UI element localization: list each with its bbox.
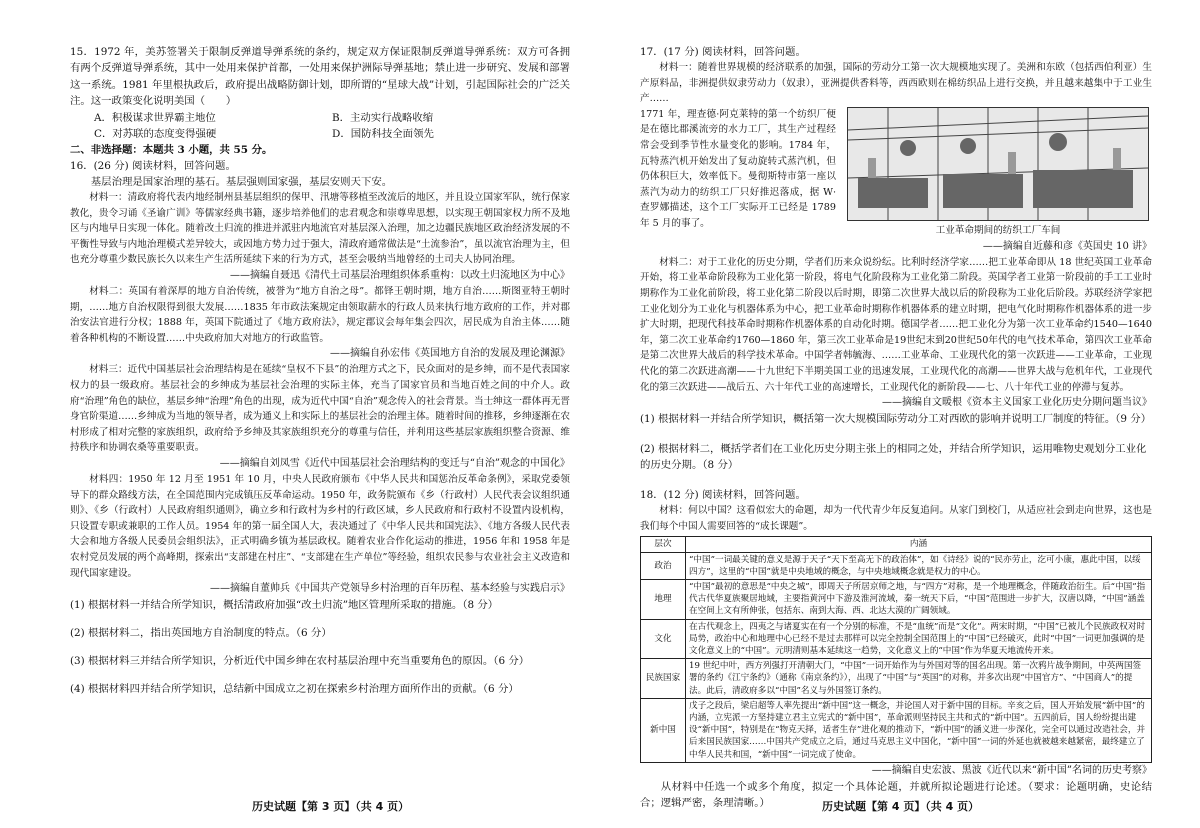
- factory-figure: [844, 107, 1152, 239]
- q16-sub-1: (1) 根据材料一并结合所学知识，概括清政府加强“改土归流”地区管理所采取的措施。（8 分）: [70, 599, 499, 612]
- q16-sub-3: (3) 根据材料三并结合所学知识，分析近代中国乡绅在农村基层治理中充当重要角色的原因。（6 分）: [70, 655, 530, 668]
- row-content: 戊子之段后，梁启超等人率先提出“新中国”这一概念，并论国人对于新中国的目标。辛亥之后，国人开始发展“新中国”的内涵，立宪派一方坚持建立君主立宪式的“新中国”，革命派则坚持民主共和式的“新中国”。五四前后，国人纷纷提出建设“新中国”，特别是在“物克天择，适者生存”进化观的推动下，“新中国”的涵义进一步深化，完全可以通过改造社会，并后来国民族国家……中国共产党成立之后，通过马克思主义中国化，“新中国”一词的外延也就被越来越紧密，最终建立了中华人民共和国，“新中国”一词完成了使命。: [686, 698, 1152, 762]
- row-layer: 地理: [641, 579, 686, 619]
- table-header-content: 内涵: [686, 537, 1152, 552]
- row-layer: 新中国: [641, 698, 686, 762]
- table-row: [641, 579, 1152, 619]
- q15-option-c: C．对苏联的态度变得强硬: [94, 127, 217, 140]
- row-content: “中国”一词最关键的意义是源于天子“天下至高无下的政治体”，如《诗经》说的“民亦劳止，汔可小康，惠此中国，以绥四方”，这里的“中国”就是中央地域的概念，与中央地域概念就是权力的中心。: [686, 552, 1152, 579]
- q17-sub-1: (1) 根据材料一并结合所学知识，概括第一次大规模国际劳动分工对西欧的影响并说明工厂制度的特征。（9 分）: [640, 413, 1152, 426]
- figure-caption: 工业革命期间的纺织工厂车间: [935, 224, 1061, 236]
- table-header-layer: 层次: [641, 537, 686, 552]
- page-3-footer: 历史试题【第 3 页】（共 4 页）: [252, 800, 410, 813]
- q17-sub-2: (2) 根据材料二，概括学者们在工业化历史分期主张上的相同之处，并结合所学知识，运用唯物史观划分工业化的历史分期。（8 分）: [640, 443, 1147, 472]
- table-row: [641, 552, 1152, 579]
- row-layer: 政治: [641, 552, 686, 579]
- table-row: [641, 659, 1152, 699]
- page-4-footer: 历史试题【第 4 页】（共 4 页）: [822, 800, 980, 813]
- q17-source-2: ——摘编自文暖根《资本主义国家工业化历史分期问题当议》: [882, 397, 1152, 409]
- row-layer: 民族国家: [641, 659, 686, 699]
- q15-option-d: D．国防科技全面领先: [332, 127, 434, 140]
- q16-material-2: 材料二：英国有着深厚的地方自治传统，被誉为“地方自治之母”。都铎王朝时期，地方自治……斯图亚特王朝时期，……地方自治权限得到很大发展……1835 年市政法案规定由领取薪水的行政人员来执行地方政府的工作，并对郡治安法官进行分权；1888 年，英国下院通过了《地方政府法》，规定郡议会每年集会四次，居民成为自治主体……随着各种机构的不断设置……中央政府加大对地方的行政监管。: [70, 286, 570, 344]
- page-4: [600, 0, 1200, 828]
- q18-source: ——摘编自史宏波、黑波《近代以来“新中国”名词的历史考察》: [871, 764, 1152, 776]
- q17-material-2: 材料二：对于工业化的历史分期，学者们历来众说纷纭。比利时经济学家……把工业革命即从 18 世纪英国工业革命开始，将工业革命阶段称为工业化第一阶段，将电气化阶段称为工业化第二阶段。英国学者工业第一阶段前的手工工业时期称作为工业化前阶段，将工业化第二阶段以后时期，即第二次世界大战以后的阶段称为工业化后阶段。苏联经济学家把工业化划分为工业化与机器体系为中心，把工业革命时期称作机器体系的建立时期，把电气化时期称作机器体系的进一步扩大时期，把现代科技革命时期称作机器体系的自动化时期。德国学者……把工业化分为第一次工业革命约1540—1640 年，第二次工业革命约1760—1860 年，第三次工业革命是19世纪末到20世纪50年代的电气技术革命，第四次工业革命是第二次世界大战后的科学技术革命。中国学者韩毓海、……工业革命、工业现代化的第一次跃进——工业革命，工业现代化的第二次跃进高潮——十九世纪下半期美国工业的迅速发展，工业现代化的高潮——世界大战与危机年代，工业现代化的第三次跃进——战后五、六十年代工业的高速增长，工业现代化的新阶段——七、八十年代工业的停滞与复苏。: [640, 256, 1152, 393]
- q17-heading: 17．(17 分) 阅读材料，回答问题。: [640, 46, 806, 58]
- q18-heading: 18．(12 分) 阅读材料，回答问题。: [640, 489, 806, 502]
- q15-options: [70, 110, 570, 142]
- q16-sub-4: (4) 根据材料四并结合所学知识，总结新中国成立之初在探索乡村治理方面所作出的贡献。（6 分）: [70, 683, 519, 696]
- q16-material-3: 材料三：近代中国基层社会治理结构是在延续“皇权不下县”的治理方式之下，民众面对的是乡绅，而不是代表国家权力的县一级政府。基层社会的乡绅成为基层社会治理的实际主体，充当了国家官员和当地百姓之间的中介人。政府“治理”角色的缺位，基层乡绅“治理”角色的出现，成为近代中国“自治”观念传入的社会背景。当士绅这一群体再无晋身官阶渠道……乡绅成为当地的领导者，成为通义上和实际上的基层社会的治理主体。随着时间的推移，乡绅逐渐在农村形成了相对完整的家族组织，政府给予乡绅及其家族组织充分的尊重与信任，并利用这些基层家族组织整合资源、维持秩序和协调农桑等重要职责。: [70, 364, 570, 454]
- q17-material-1-lead: 材料一：随着世界规模的经济联系的加强，国际的劳动分工第一次大规模地实现了。美洲和东欧（包括西伯利亚）生产原料品，非洲提供奴隶劳动力（奴隶），亚洲提供香料等，西西欧则在棉纺织品上进行交换，并且越来越集中于工业生产……: [640, 62, 1152, 105]
- q16-intro: 基层治理是国家治理的基石。基层强则国家强，基层安则天下安。: [90, 175, 393, 188]
- q16-heading: 16．(26 分) 阅读材料，回答问题。: [70, 159, 236, 172]
- q15-option-b: B．主动实行战略收缩: [332, 111, 434, 124]
- q16-source-2: ——摘编自孙宏伟《英国地方自治的发展及理论渊源》: [330, 348, 570, 360]
- section-heading: 二、非选择题：本题共 3 小题，共 55 分。: [70, 143, 273, 156]
- row-content: 在古代观念上，四夷之与诸夏实在有一个分别的标准，不是“血统”而是“文化”。两宋时期，“中国”已被儿个民族政权对时局势，政治中心和地理中心已经不是过去那样可以完全控制全国范围上的“中国”已经破灭，此时“中国”一词更加强调的是文化意义上的“中国”。元明清则基本延续这一趋势，文化意义上的“中国”作为华夏天地流传开来。: [686, 619, 1152, 659]
- q16-sub-2: (2) 根据材料二，指出英国地方自治制度的特点。（6 分）: [70, 627, 332, 640]
- q16-source-3: ——摘编自刘凤雪《近代中国基层社会治理结构的变迁与“自治”观念的中国化》: [219, 457, 570, 469]
- row-content: “中国”最初的意思是“中央之城”，即周天子所居京师之地，与“四方”对称，是一个地理概念，伴随政治衍生。后“中国”指代古代华夏族聚居地域，主要指黄河中下游及淮河流域，秦一统天下后，“中国”范围进一步扩大，汉唐以降，“中国”涵盖在空间上文有所伸张，包括东、南到大海、西、北达大漠的广阔领域。: [686, 579, 1152, 619]
- table-row: [641, 698, 1152, 762]
- q17-material-1-side: 1771 年，理查德·阿克莱特的第一个纺织厂便是在德比郡溪流旁的水力工厂，其生产过程经常会受到季节性水量变化的影响。1784 年，瓦特蒸汽机开始发出了复动旋转式蒸汽机，但仍体积巨大，效率低下。曼彻斯特市第一座以蒸汽为动力的纺织工厂只好推迟落成，据 W·查罗娜描述，这个工厂实际开工已经是 1789 年 5 月的事了。: [640, 108, 836, 229]
- row-layer: 文化: [641, 619, 686, 659]
- q17-source-1: ——摘编自近藤和彦《英国史 10 讲》: [982, 240, 1152, 252]
- q16-source-4: ——摘编自董帅兵《中国共产党领导乡村治理的百年历程、基本经验与实践启示》: [210, 583, 570, 595]
- q15-stem: 15．1972 年，美苏签署关于限制反弹道导弹系统的条约，规定双方保证限制反弹道导弹系统：双方可各拥有两个反弹道导弹系统，其中一处用来保护首都，一处用来保护洲际导弹基地；禁止进一步研究、发展和部署这一系统。1981 年里根执政后，政府提出战略防御计划，即所谓的“星球大战”计划，引起国际社会的广泛关注。这一政策变化说明美国（ ）: [70, 46, 570, 108]
- table-row: [641, 619, 1152, 659]
- q18-task: 从材料中任选一个或多个角度，拟定一个具体论题，并就所拟论题进行论述。（要求：论题明确，史论结合；逻辑严密，条理清晰。）: [640, 780, 1152, 810]
- q15-option-a: A．积极谋求世界霸主地位: [94, 111, 216, 124]
- q16-material-4: 材料四：1950 年 12 月至 1951 年 10 月，中央人民政府颁布《中华人民共和国惩治反革命条例》，采取党委领导下的群众路线方法，在全国范围内完成镇压反革命运动。1950 年，政务院颁布《乡（行政村）人民代表会议组织通则》、《乡（行政村）人民政府组织通则》，确立乡和行政村为乡村的行政区域，乡人民政府和行政村不设置内设机构，只设置专职或兼职的工作人员。1954 年的第一届全国人大，表决通过了《中华人民共和国宪法》、《地方各级人民代表大会和地方各级人民委员会组织法》，正式明确乡镇为基层政权。随着农业合作化运动的推进，1956 年和 1958 年是农村党员发展的两个高峰期，探索出“支部建在村庄”、“支部建在生产单位”等经验，组织农民参与农业社会主义改造和现代国家建设。: [70, 473, 570, 579]
- q16-material-1: 材料一：清政府将代表内地经制州县基层组织的保甲、汛塘等移植至改流后的地区，并且设立国家军队，统行保家教化，贵令习诵《圣谕广训》等儒家经典书籍，逐步培养他们的忠君观念和崇尊卑思想，以实现王朝国家权力所不及地区与内地早日实现一体化。随着改土归流的推进并派驻内地流官对基层深入治理，加之边疆民族地区政治经济发展的不平衡性导致与内地治理模式差异较大，或因地方势力过于强大，清政府通常做法是“土流参治”，虽以流官治理为主，但也充分尊重少数民族长久以来生产生活所延续下来的行为方式，甚至会吸纳当地曾经的土司夫人协同治理。: [70, 192, 570, 266]
- china-meaning-table: [640, 536, 1152, 762]
- row-content: 19 世纪中叶，西方列强打开清朝大门，“中国”一词开始作为与外国对等的国名出现。第一次鸦片战争期间，中英两国签署的条约《江宁条约》（通称《南京条约》），出现了“中国”与“英国”的对称，并多次出现“中国官方”、“中国商人”的提法。此后，清政府多以“中国”名义与外国签订条约。: [686, 659, 1152, 699]
- textile-factory-engraving: [847, 107, 1149, 221]
- q16-source-1: ——摘编自聂迅《清代土司基层治理组织体系重构：以改土归流地区为中心》: [230, 270, 570, 281]
- q18-intro: 材料：何以中国？这看似宏大的命题，却为一代代青少年反复追问。从家门到校门，从适应社会到走向世界，这也是我们每个中国人需要回答的“成长课题”。: [640, 505, 1152, 532]
- q17-figure-block: [640, 107, 1152, 239]
